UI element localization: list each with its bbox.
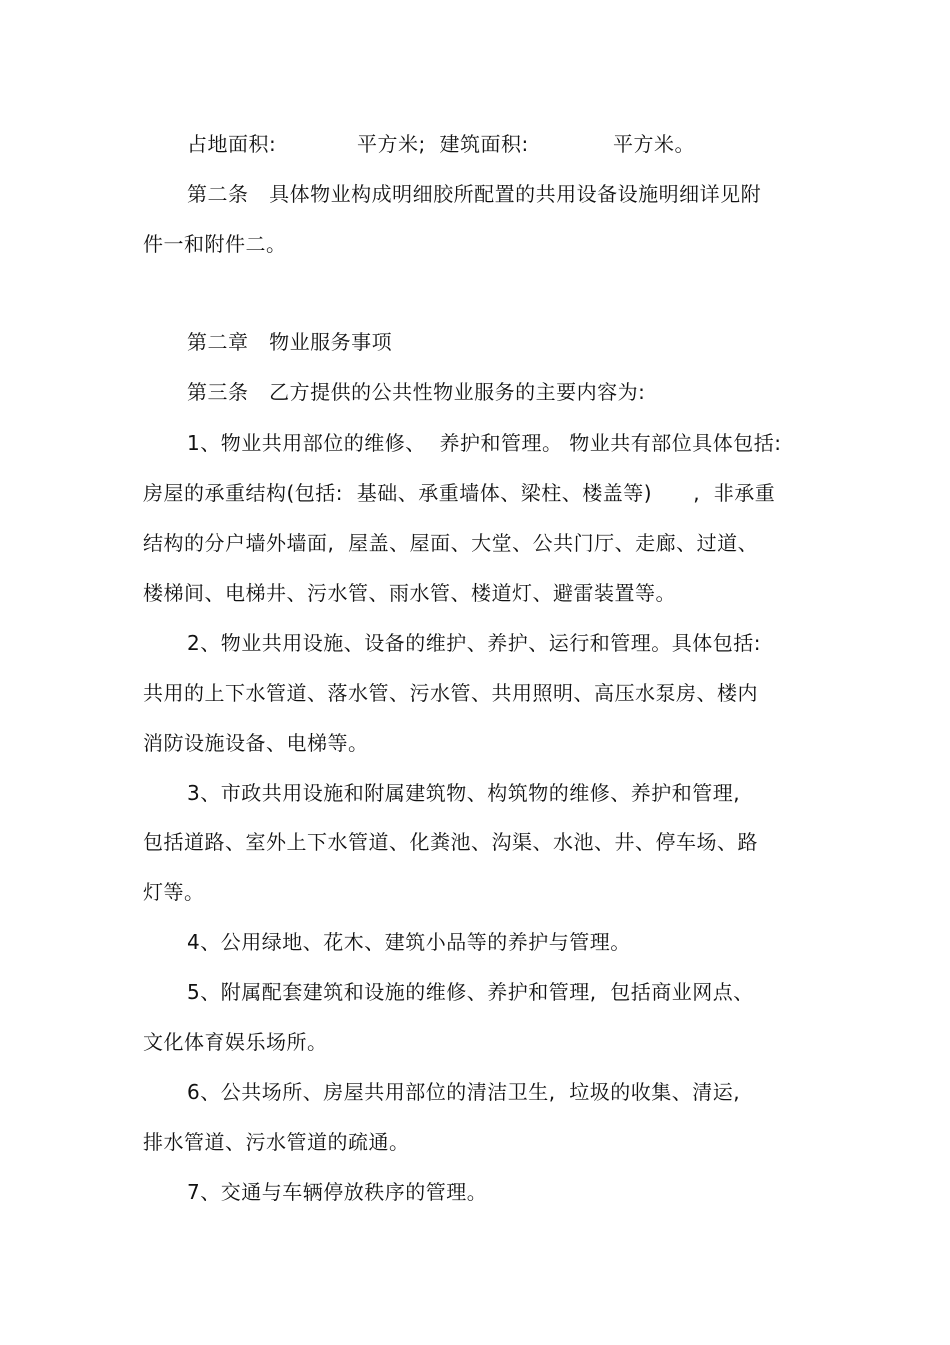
chapter2-heading: 第二章 物业服务事项: [187, 330, 393, 354]
item2-line3: 消防设施设备、电梯等。: [143, 731, 369, 755]
item6-line1: 6、公共场所、房屋共用部位的清洁卫生, 垃圾的收集、清运,: [187, 1080, 741, 1104]
land-area-unit-and-building-area-label: 平方米; 建筑面积:: [357, 132, 529, 156]
article3-intro: 第三条 乙方提供的公共性物业服务的主要内容为:: [187, 380, 646, 404]
item5-line2: 文化体育娱乐场所。: [143, 1030, 328, 1054]
item3-line2: 包括道路、室外上下水管道、化粪池、沟渠、水池、井、停车场、路: [143, 830, 758, 854]
item6-line2: 排水管道、污水管道的疏通。: [143, 1130, 410, 1154]
item2-line2: 共用的上下水管道、落水管、污水管、共用照明、高压水泵房、楼内: [143, 681, 758, 705]
item3-line3: 灯等。: [143, 880, 205, 904]
item3-line1: 3、市政共用设施和附属建筑物、构筑物的维修、养护和管理,: [187, 781, 741, 805]
item4-line1: 4、公用绿地、花木、建筑小品等的养护与管理。: [187, 930, 631, 954]
item1-line1: 1、物业共用部位的维修、 养护和管理。 物业共有部位具体包括:: [187, 431, 782, 455]
item7-line1: 7、交通与车辆停放秩序的管理。: [187, 1180, 488, 1204]
item1-line2: 房屋的承重结构(包括: 基础、承重墙体、梁柱、楼盖等) , 非承重: [143, 481, 776, 505]
item2-line1: 2、物业共用设施、设备的维护、养护、运行和管理。具体包括:: [187, 631, 761, 655]
item1-line4: 楼梯间、电梯井、污水管、雨水管、楼道灯、避雷装置等。: [143, 581, 676, 605]
article2-line2: 件一和附件二。: [143, 232, 287, 256]
land-area-label: 占地面积:: [187, 132, 277, 156]
building-area-unit: 平方米。: [613, 132, 695, 156]
item5-line1: 5、附属配套建筑和设施的维修、养护和管理, 包括商业网点、: [187, 980, 754, 1004]
article2-line1: 第二条 具体物业构成明细胶所配置的共用设备设施明细详见附: [187, 182, 762, 206]
item1-line3: 结构的分户墙外墙面, 屋盖、屋面、大堂、公共门厅、走廊、过道、: [143, 531, 759, 555]
